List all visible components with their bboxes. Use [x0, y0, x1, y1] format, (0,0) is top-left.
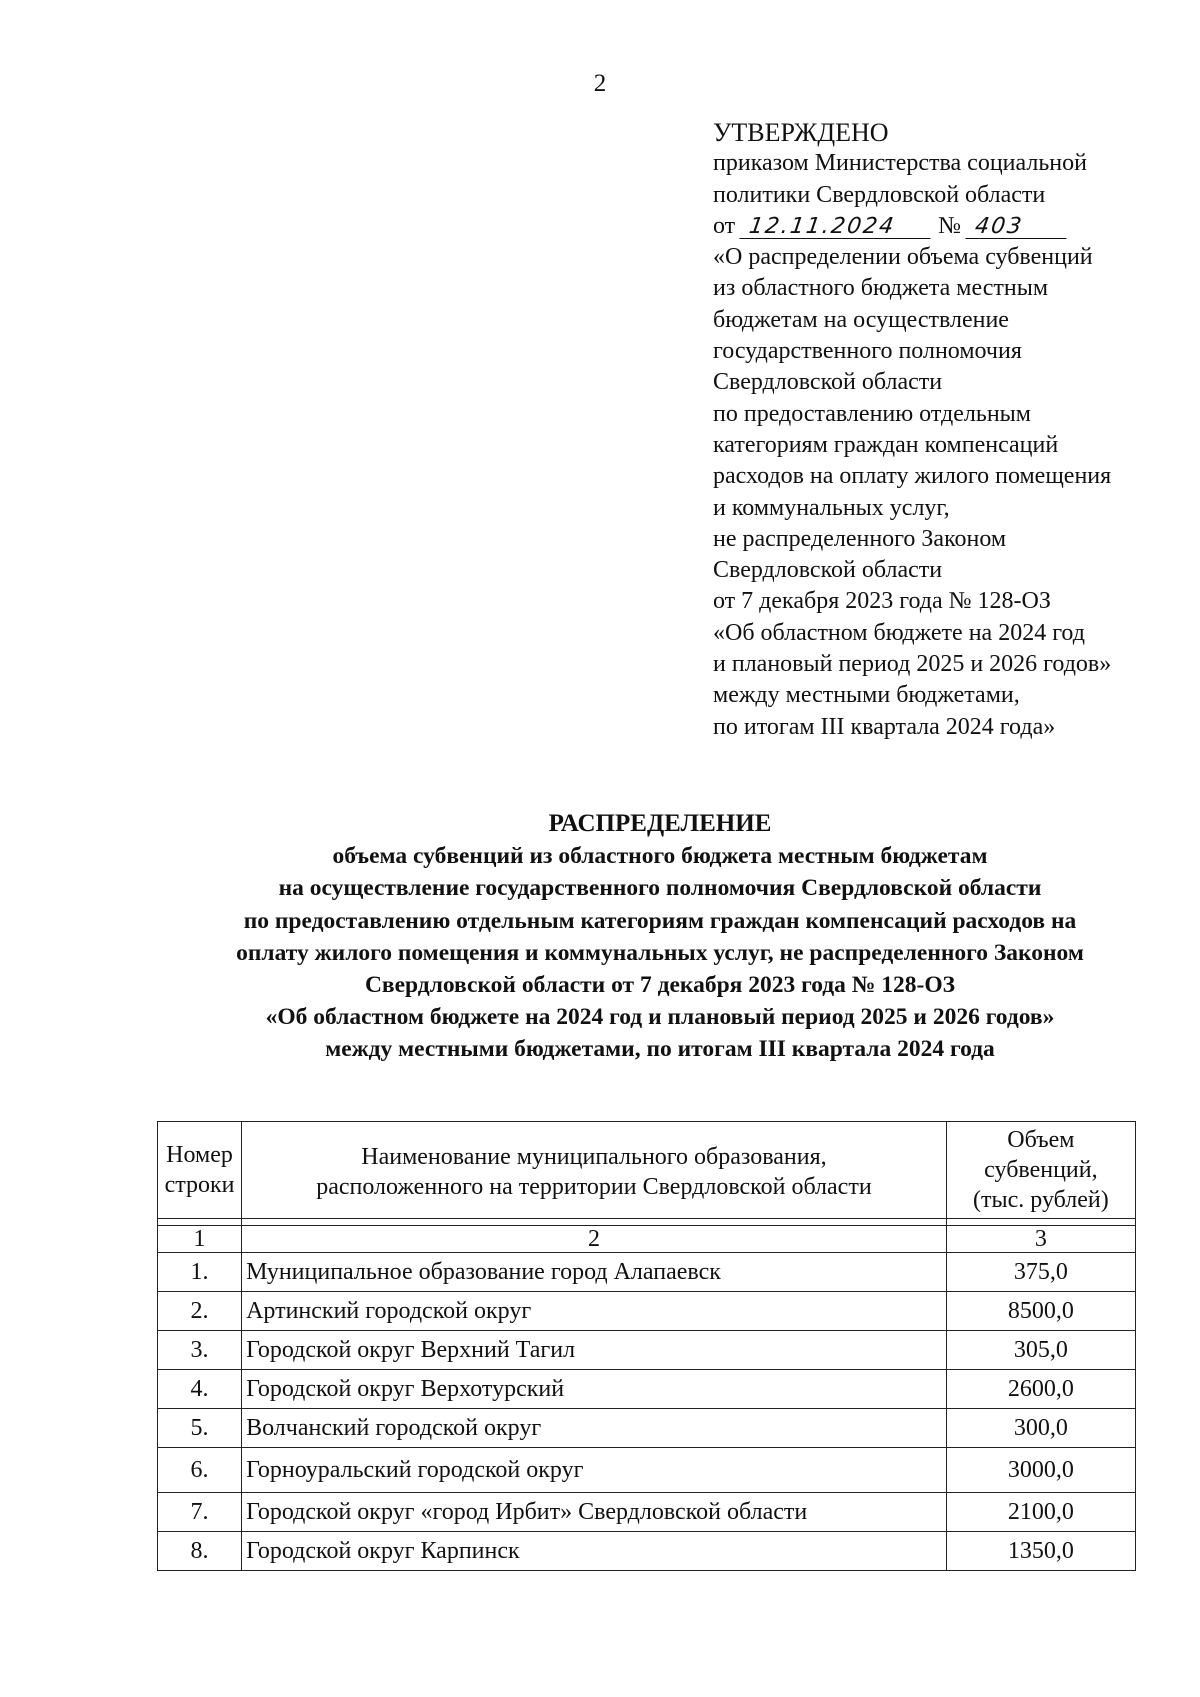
subvention-volume: 305,0	[946, 1331, 1135, 1370]
approval-line: политики Свердловской области	[713, 181, 1046, 208]
heading-line: на осуществление государственного полномочия Свердловской области	[278, 875, 1042, 902]
approval-line: приказом Министерства социальной	[713, 150, 1087, 177]
heading-line: объема субвенций из областного бюджета местным бюджетам	[332, 843, 988, 870]
header-municipality-name	[242, 1122, 947, 1219]
approval-line: бюджетам на осуществление	[713, 306, 1009, 333]
heading-title: РАСПРЕДЕЛЕНИЕ	[548, 810, 772, 837]
subvention-volume: 2100,0	[946, 1493, 1135, 1532]
row-number: 4.	[158, 1370, 242, 1409]
table-header-row	[158, 1122, 1136, 1219]
subvention-volume: 300,0	[946, 1409, 1135, 1448]
page-number: 2	[593, 70, 607, 97]
table-row	[158, 1331, 1136, 1370]
row-number: 8.	[158, 1532, 242, 1571]
heading-line: Свердловской области от 7 декабря 2023 года № 128-ОЗ	[364, 972, 956, 999]
header-subvention-volume	[946, 1122, 1135, 1219]
table-spacer-row	[158, 1219, 1136, 1226]
number-prefix: №	[938, 212, 962, 239]
table-row	[158, 1253, 1136, 1292]
column-index: 2	[242, 1226, 947, 1253]
header-text: расположенного на территории Свердловской области	[316, 1174, 872, 1200]
approval-line: «О распределении объема субвенций	[713, 244, 1093, 271]
approval-line: из областного бюджета местным	[713, 275, 1049, 302]
header-row-number	[158, 1122, 242, 1219]
subvention-volume: 3000,0	[946, 1448, 1135, 1493]
row-number: 5.	[158, 1409, 242, 1448]
document-heading	[0, 808, 1200, 1066]
table-row	[158, 1370, 1136, 1409]
row-number: 3.	[158, 1331, 242, 1370]
approval-line: по итогам III квартала 2024 года»	[713, 713, 1056, 740]
approval-line: «Об областном бюджете на 2024 год	[713, 619, 1085, 646]
header-text: Наименование муниципального образования,	[361, 1144, 827, 1170]
approval-line: категориям граждан компенсаций	[713, 431, 1059, 458]
table-row	[158, 1448, 1136, 1493]
header-text: (тыс. рублей)	[973, 1187, 1109, 1213]
header-text: строки	[164, 1172, 235, 1198]
approval-block	[713, 117, 1183, 743]
column-index: 1	[158, 1226, 242, 1253]
municipality-name: Волчанский городской округ	[242, 1409, 947, 1448]
row-number: 7.	[158, 1493, 242, 1532]
heading-line: по предоставлению отдельным категориям граждан компенсаций расходов на	[243, 907, 1077, 934]
row-number: 2.	[158, 1292, 242, 1331]
municipality-name: Горноуральский городской округ	[242, 1448, 947, 1493]
municipality-name: Городской округ Верхний Тагил	[242, 1331, 947, 1370]
table-row	[158, 1409, 1136, 1448]
municipality-name: Городской округ Верхотурский	[242, 1370, 947, 1409]
table-row	[158, 1532, 1136, 1571]
header-text: Номер	[166, 1142, 233, 1168]
row-number: 1.	[158, 1253, 242, 1292]
approval-date-line	[713, 211, 1183, 242]
row-number: 6.	[158, 1448, 242, 1493]
heading-line: «Об областном бюджете на 2024 год и плановый период 2025 и 2026 годов»	[265, 1004, 1055, 1031]
approval-line: и коммунальных услуг,	[713, 494, 950, 521]
approval-line: между местными бюджетами,	[713, 682, 1020, 709]
heading-line: между местными бюджетами, по итогам III квартала 2024 года	[325, 1036, 995, 1063]
municipality-name: Муниципальное образование город Алапаевск	[242, 1253, 947, 1292]
approval-line: и плановый период 2025 и 2026 годов»	[713, 651, 1112, 678]
spacer-cell	[158, 1219, 242, 1226]
municipality-name: Артинский городской округ	[242, 1292, 947, 1331]
subvention-volume: 375,0	[946, 1253, 1135, 1292]
table-row	[158, 1493, 1136, 1532]
handwritten-number: 403	[965, 216, 1069, 239]
subvention-volume: 1350,0	[946, 1532, 1135, 1571]
approval-line: государственного полномочия	[713, 338, 1022, 365]
subvention-volume: 8500,0	[946, 1292, 1135, 1331]
approved-label: УТВЕРЖДЕНО	[713, 118, 889, 147]
heading-line: оплату жилого помещения и коммунальных услуг, не распределенного Законом	[236, 939, 1084, 966]
date-prefix: от	[713, 212, 736, 239]
approval-line: не распределенного Законом	[713, 525, 1007, 552]
municipality-name: Городской округ Карпинск	[242, 1532, 947, 1571]
header-text: субвенций,	[984, 1157, 1098, 1183]
table-row	[158, 1292, 1136, 1331]
column-index-row	[158, 1226, 1136, 1253]
approval-line: Свердловской области	[713, 369, 943, 396]
approval-line: Свердловской области	[713, 557, 943, 584]
header-text: Объем	[1007, 1127, 1075, 1153]
subvention-volume: 2600,0	[946, 1370, 1135, 1409]
municipality-name: Городской округ «город Ирбит» Свердловской области	[242, 1493, 947, 1532]
spacer-cell	[242, 1219, 947, 1226]
subventions-table	[157, 1121, 1136, 1571]
approval-line: по предоставлению отдельным	[713, 400, 1031, 427]
spacer-cell	[946, 1219, 1135, 1226]
approval-line: от 7 декабря 2023 года № 128-ОЗ	[713, 588, 1051, 615]
column-index: 3	[946, 1226, 1135, 1253]
handwritten-date: 12.11.2024	[740, 216, 934, 239]
approval-line: расходов на оплату жилого помещения	[713, 463, 1112, 490]
